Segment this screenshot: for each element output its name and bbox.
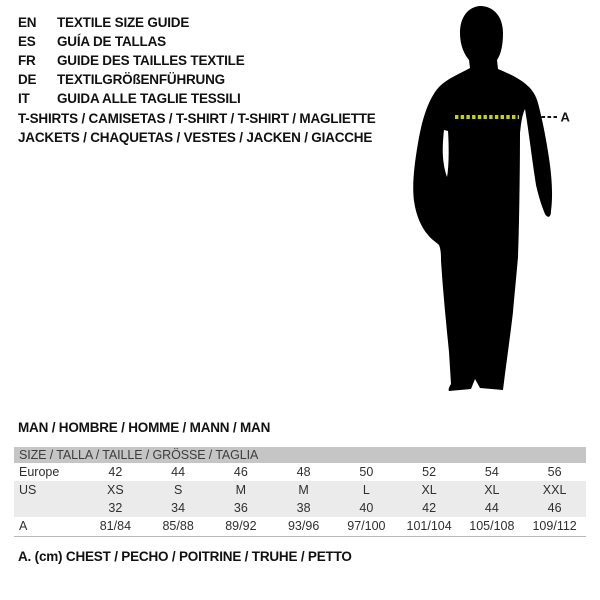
size-cell: 52 (422, 465, 437, 479)
language-code: IT (18, 91, 30, 106)
size-cell: XL (398, 481, 461, 499)
size-cell: 105/108 (461, 517, 524, 536)
size-cell: 56 (547, 465, 562, 479)
row-label: Europe (19, 465, 60, 479)
language-label: GUÍA DE TALLAS (57, 34, 166, 49)
table-row-europe (14, 463, 586, 481)
category-line-tshirts: T-SHIRTS / CAMISETAS / T-SHIRT / T-SHIRT / MAGLIETTE (18, 111, 376, 126)
row-label: A (14, 517, 84, 536)
size-cell: 54 (484, 465, 499, 479)
size-cell: S (147, 481, 210, 499)
size-table-header: SIZE / TALLA / TAILLE / GRÖSSE / TAGLIA (14, 447, 586, 463)
size-table (14, 447, 586, 537)
table-row-us (14, 481, 586, 499)
size-cell: 34 (147, 499, 210, 517)
size-cell: M (272, 481, 335, 499)
language-label: GUIDA ALLE TAGLIE TESSILI (57, 91, 241, 106)
size-cell: 38 (272, 499, 335, 517)
size-cell: 50 (359, 465, 374, 479)
silhouette-path (413, 6, 552, 391)
size-cell: 46 (523, 499, 586, 517)
row-label: US (14, 481, 84, 499)
language-label: GUIDE DES TAILLES TEXTILE (57, 53, 245, 68)
language-code: FR (18, 53, 36, 68)
table-row-numeric (14, 499, 586, 517)
row-label (14, 499, 84, 517)
language-code: ES (18, 34, 36, 49)
size-cell: 85/88 (147, 517, 210, 536)
size-cell: 44 (171, 465, 186, 479)
size-cell: 32 (84, 499, 147, 517)
size-cell: 97/100 (335, 517, 398, 536)
size-cell: 93/96 (272, 517, 335, 536)
size-cell: 36 (210, 499, 273, 517)
size-cell: L (335, 481, 398, 499)
measure-caption: A. (cm) CHEST / PECHO / POITRINE / TRUHE / PETTO (18, 549, 352, 564)
size-cell: 44 (461, 499, 524, 517)
size-cell: 81/84 (84, 517, 147, 536)
size-cell: M (210, 481, 273, 499)
size-cell: 40 (335, 499, 398, 517)
category-line-jackets: JACKETS / CHAQUETAS / VESTES / JACKEN / GIACCHE (18, 130, 373, 145)
measure-a-label: A (560, 109, 570, 125)
size-cell: 46 (233, 465, 248, 479)
size-cell: 101/104 (398, 517, 461, 536)
size-cell: XXL (523, 481, 586, 499)
language-label: TEXTILGRÖßENFÜHRUNG (57, 72, 225, 87)
size-cell: 42 (108, 465, 123, 479)
language-label: TEXTILE SIZE GUIDE (57, 15, 190, 30)
language-code: DE (18, 72, 37, 87)
table-row-chest-cm (14, 517, 586, 536)
table-header-row (14, 447, 586, 463)
size-cell: XL (461, 481, 524, 499)
size-cell: 42 (398, 499, 461, 517)
size-cell: 89/92 (210, 517, 273, 536)
gender-heading: MAN / HOMBRE / HOMME / MANN / MAN (18, 420, 271, 435)
language-code: EN (18, 15, 37, 30)
size-cell: 48 (296, 465, 311, 479)
size-cell: 109/112 (523, 517, 586, 536)
size-cell: XS (84, 481, 147, 499)
